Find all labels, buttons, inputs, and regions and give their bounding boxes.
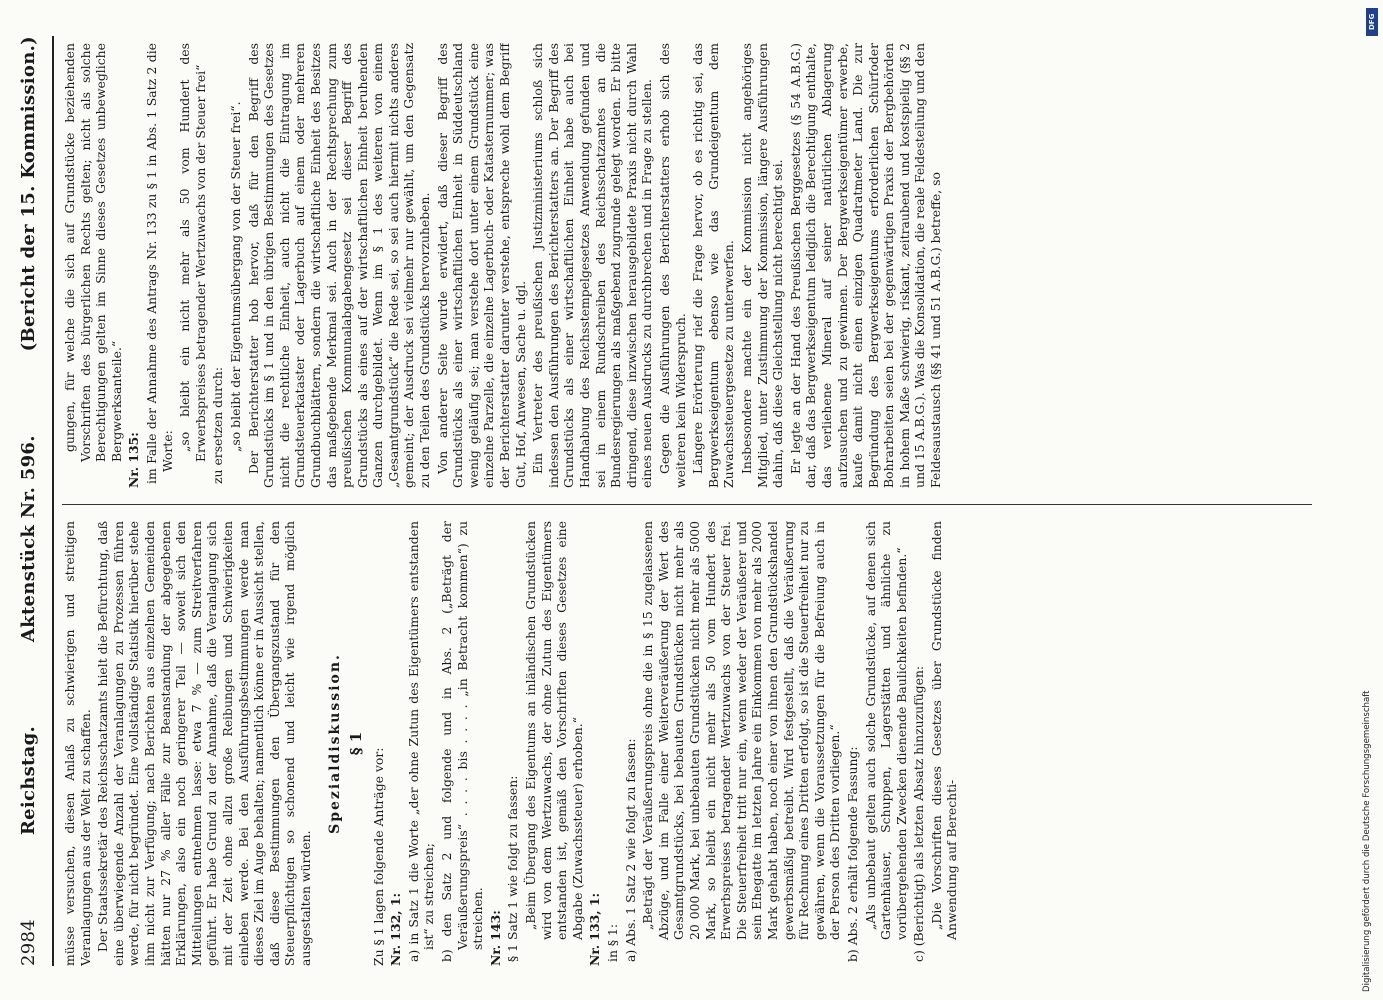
motion-item: b) Abs. 2 erhält folgende Fassung: bbox=[844, 746, 860, 962]
motion-quote: „so bleibt ein nicht mehr als 50 vom Hundert des Erwerbspreises betragender Wertzuwachs von der Steuer frei“ bbox=[177, 43, 208, 462]
paragraph: Längere Erörterung rief die Frage hervor, ob es richtig sei, das Bergwerkseigentum ebenso wie das Grundeigentum dem Zuwachssteuergesetze zu unterwerfen. bbox=[690, 43, 737, 488]
motion-quote: „Als unbebaut gelten auch solche Grundstücke, auf denen sich Gartenhäuser, Schuppen, Lagerstätten und ähnliche zu vorübergehenden Zwecken dienende Baulichkeiten befinden.“ bbox=[862, 521, 909, 940]
section-heading: Spezialdiskussion. bbox=[326, 653, 343, 834]
motion-label: Nr. 133, 1: bbox=[587, 892, 603, 966]
paragraph: Ein Vertreter des preußischen Justizministeriums schloß sich indessen den Ausführungen des Berichterstatters an. Der Begriff des Grundstücks als einer wirtschaftlichen Einheit habe auch bei Handhabung des Reichsstempelgesetzes Anwendung gefunden und sei in einem Rundschreiben des Reichsschatzamtes an die Bundesregierungen als maßgebend zugrunde gelegt worden. Er bitte dringend, diese inzwischen herausgebildete Praxis nicht durch Wahl eines neuen Ausdrucks zu durchbrechen und in Frage zu stellen. bbox=[530, 43, 655, 488]
motion-label: Nr. 132, 1: bbox=[388, 892, 404, 966]
page-header bbox=[18, 36, 54, 966]
rotated-document-page bbox=[18, 36, 1338, 966]
motion-quote: „Beträgt der Veräußerungspreis ohne die in § 15 zugelassenen Abzüge, und im Falle einer Weiterveräußerung der Wert des Gesamtgrundstücks, bei bebauten Grundstücken nicht mehr als 20 000 Mark, bei unbebauten Grundstücken nicht mehr als 5000 Mark, so bleibt ein nicht mehr als 50 vom Hundert des Erwerbspreises betragender Wertzuwachs von der Steuer frei. Die Steuerfreiheit tritt nur ein, wenn weder der Veräußerer und sein Ehegatte im letzten Jahre ein Einkommen von mehr als 2000 Mark gehabt haben, noch einer von ihnen den Grundstückshandel gewerbsmäßig betreibt. Wird festgestellt, daß die Veräußerung für Rechnung eines Dritten erfolgt, so ist die Steuerfreiheit nur zu gewähren, wenn die Voraussetzungen für die Befreiung auch in der Person des Dritten vorliegen.“ bbox=[640, 521, 843, 940]
digitization-note: Digitalisierung gefördert durch die Deutsche Forschungsgemeinschaft bbox=[1362, 690, 1372, 992]
motion-item: im Falle der Annahme des Antrags Nr. 133 zu § 1 in Abs. 1 Satz 2 die Worte: bbox=[143, 43, 175, 484]
motion-item: zu ersetzen durch: bbox=[210, 366, 226, 484]
motion-item: b) den Satz 2 und folgende und in Abs. 2 („Beträgt der Veräußerungspreis“ . . . . bis . . . . „in Betracht kommen“) zu streichen. bbox=[439, 521, 486, 962]
paragraph: Insbesondere machte ein der Kommission nicht angehöriges Mitglied, unter Zustimmung der Kommission, längere Ausführungen dahin, daß diese Gleichstellung nicht berechtigt sei. bbox=[738, 43, 786, 488]
left-column bbox=[62, 521, 1332, 966]
motion-label: Nr. 143: bbox=[487, 910, 503, 966]
motion-label: Nr. 135: bbox=[126, 432, 142, 488]
header-right-title: (Bericht der 15. Kommission.) bbox=[18, 36, 39, 352]
motion-item: in § 1: bbox=[605, 923, 620, 962]
motion-quote: „Die Vorschriften dieses Gesetzes über Grundstücke finden Anwendung auf Berechti- bbox=[928, 521, 960, 940]
paragraph: Der Berichterstatter hob hervor, daß für den Begriff des Grundstücks im § 1 und in den übrigen Bestimmungen des Gesetzes nicht die rechtliche Einheit, auch nicht die Eintragung im Grundsteuerkataster oder Lagerbuch auf einem oder mehreren Grundbuchblättern, sondern die wirtschaftliche Einheit des Besitzes das maßgebende Merkmal sei. Auch in der Rechtsprechung zum preußischen Kommunalabgabengesetz sei dieser Begriff des Grundstücks als eines auf der wirtschaftlichen Einheit beruhenden Ganzen durchgebildet. Wenn im § 1 des weiteren von einem „Gesamtgrundstück“ die Rede sei, so sei auch hiermit nichts anderes gemeint; der Ausdruck sei vielmehr nur gewählt, um den Gegensatz zu den Teilen des Grundstücks hervorzuheben. bbox=[245, 43, 433, 488]
dfg-logo: DFG bbox=[1366, 8, 1378, 36]
motion-item: § 1 Satz 1 wie folgt zu fassen: bbox=[505, 775, 521, 962]
paragraph: müsse versuchen, diesen Anlaß zu schwierigen und streitigen Veranlagungen aus der Welt zu schaffen. bbox=[62, 521, 93, 966]
section-number: § 1 bbox=[347, 731, 366, 756]
motion-quote: „Beim Übergang des Eigentums an inländischen Grundstücken wird von dem Wertzuwachs, der ohne Zutun des Eigentümers entstanden ist, gemäß den Vorschriften dieses Gesetzes eine Abgabe (Zuwachssteuer) erhoben.“ bbox=[523, 521, 585, 940]
page-number: 2984 bbox=[18, 918, 39, 966]
column-divider bbox=[62, 504, 1312, 505]
motion-quote: gungen, für welche die sich auf Grundstücke beziehenden Vorschriften des bürgerlichen Rechts gelten; nicht als solche Berechtigungen gelten im Sinne dieses Gesetzes unbewegliche Bergwerksanteile.“ bbox=[62, 43, 124, 462]
header-left-title: Reichstag. bbox=[18, 725, 39, 836]
motion-item: c) (Berichtigt) als letzten Absatz hinzuzufügen: bbox=[911, 665, 927, 962]
paragraph: Gegen die Ausführungen des Berichterstatters erhob sich des weiteren kein Widerspruch. bbox=[656, 43, 688, 488]
right-column bbox=[62, 43, 1332, 488]
motion-intro: Zu § 1 lagen folgende Anträge vor: bbox=[370, 747, 386, 966]
paragraph: Von anderer Seite wurde erwidert, daß dieser Begriff des Grundstücks als einer wirtschaftlichen Einheit in Süddeutschland wenig geläufig sei; man verstehe dort unter einem Grundstück eine einzelne Parzelle, die einzelne Lagerbuch- oder Katasternummer; was der Berichterstatter darunter verstehe, entspreche wohl dem Begriff Gut, Hof, Anwesen, Sache u. dgl. bbox=[434, 43, 528, 488]
header-center-title: Aktenstück Nr. 596. bbox=[18, 435, 39, 643]
motion-quote: „so bleibt der Eigentumsübergang von der Steuer frei“. bbox=[227, 101, 243, 452]
paragraph: Er legte an der Hand des Preußischen Berggesetzes (§ 54 A.B.G.) dar, daß das Bergwerkseigentum lediglich die Berechtigung enthalte, das verliehene Mineral auf seiner natürlichen Ablagerung aufzusuchen und zu gewinnen. Der Bergwerkseigentümer erwerbe, kaufe damit nicht einen einzigen Quadratmeter Land. Die zur Begründung des Bergwerkseigentums erforderlichen Schürfoder Bohrarbeiten seien bei der gegenwärtigen Praxis der Bergbehörden in hohem Maße schwierig, riskant, zeitraubend und kostspielig (§§ 2 und 15 A.B.G.). Was die Konsolidation, die reale Feldesteilung und den Feldesaustausch (§§ 41 und 51 A.B.G.) betreffe, so bbox=[787, 43, 944, 488]
motion-item: a) in Satz 1 die Worte „der ohne Zutun des Eigentümers entstanden ist“ zu streichen; bbox=[405, 521, 437, 962]
paragraph: Der Staatssekretär des Reichsschatzamts hielt die Befürchtung, daß eine überwiegende Anzahl der Veranlagungen zu Prozessen führen werde, für nicht begründet. Eine vollständige Statistik hierüber stehe ihm nicht zur Verfügung; nach Berichten aus einzelnen Gemeinden hätten nur 27 % aller Fälle zur Beanstandung der abgegebenen Erklärungen, also ein noch geringerer Teil — soweit sich den Mitteilungen entnehmen lasse: etwa 7 % — zum Streitverfahren geführt. Er habe Grund zu der Annahme, daß die Veranlagung sich mit der Zeit ohne allzu große Reibungen und Schwierigkeiten einleben werde. Bei den Ausführungsbestimmungen werde man dieses Ziel im Auge behalten; namentlich könne er in Aussicht stellen, daß diese Bestimmungen den Übergangszustand für den Steuerpflichtigen so schonend und leicht wie irgend möglich ausgestalten würden. bbox=[95, 521, 313, 966]
motion-item: a) Abs. 1 Satz 2 wie folgt zu fassen: bbox=[622, 738, 638, 962]
